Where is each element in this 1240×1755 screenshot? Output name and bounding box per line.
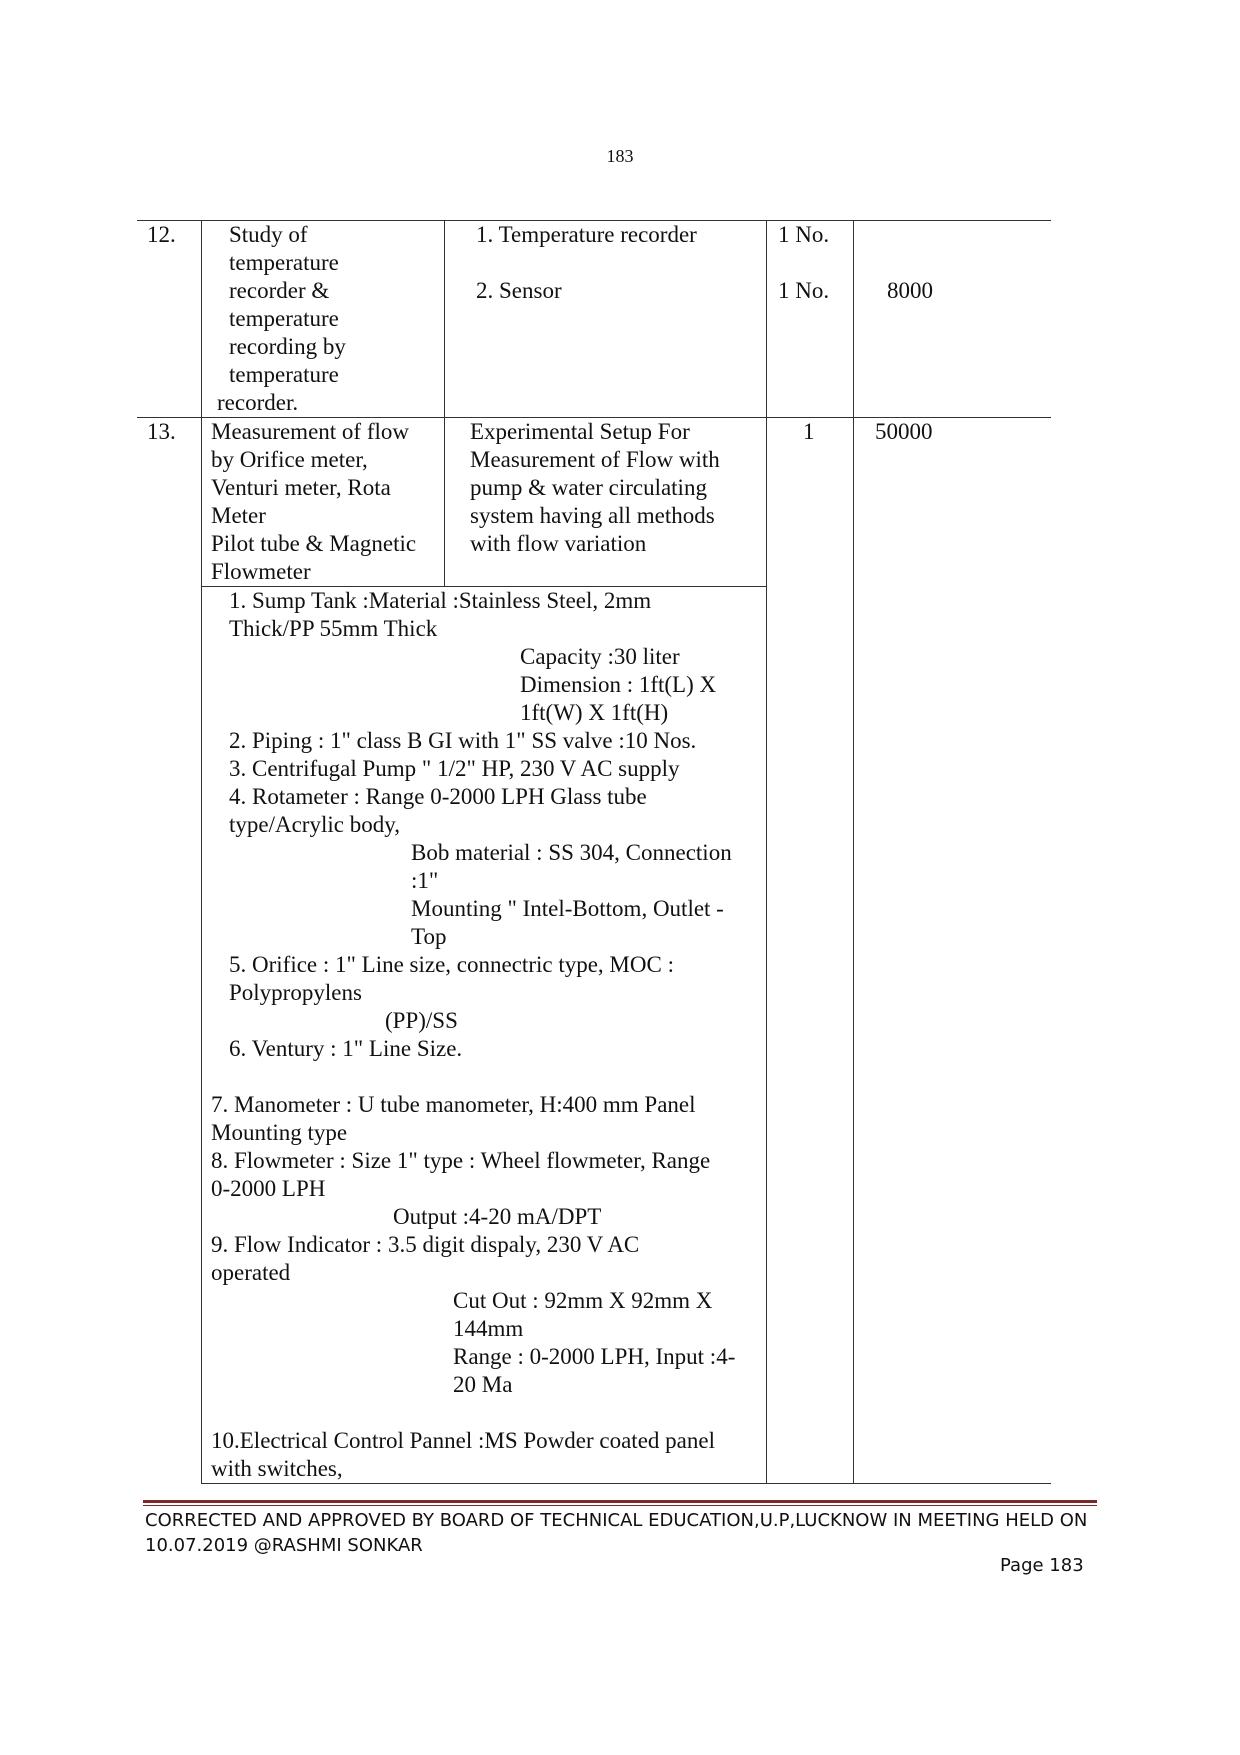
- table-bottom-border: [201, 1483, 1051, 1484]
- footer-line: CORRECTED AND APPROVED BY BOARD OF TECHNICAL EDUCATION,U.P,LUCKNOW IN MEETING HELD ON: [145, 1510, 1088, 1531]
- equipment-line: Measurement of Flow with: [470, 447, 720, 472]
- footer-rule-thin: [143, 1505, 1097, 1506]
- spec-line: type/Acrylic body,: [229, 812, 400, 837]
- experiment-line: Venturi meter, Rota: [211, 475, 391, 500]
- equipment-line: pump & water circulating: [470, 475, 707, 500]
- col-divider-2: [444, 220, 445, 586]
- spec-line: (PP)/SS: [385, 1008, 458, 1033]
- spec-line: 1ft(W) X 1ft(H): [520, 700, 669, 725]
- footer-page-number: Page 183: [1000, 1555, 1084, 1576]
- col-divider-3: [766, 220, 767, 1483]
- quantity: 1 No.: [778, 222, 830, 247]
- page-number-top: 183: [606, 146, 634, 166]
- spec-line: Cut Out : 92mm X 92mm X: [453, 1288, 713, 1313]
- cost: 50000: [875, 419, 933, 444]
- quantity: 1: [803, 419, 815, 444]
- col-divider-4: [853, 220, 854, 1483]
- spec-line: 20 Ma: [453, 1372, 513, 1397]
- experiment-line: temperature: [229, 362, 339, 387]
- footer-rule: [143, 1500, 1097, 1503]
- spec-line: Capacity :30 liter: [520, 644, 680, 669]
- spec-line: 9. Flow Indicator : 3.5 digit dispaly, 230 V AC: [211, 1232, 640, 1257]
- spec-line: 0-2000 LPH: [211, 1176, 326, 1201]
- equipment-item: 1. Temperature recorder: [476, 222, 697, 247]
- spec-line: 144mm: [453, 1316, 524, 1341]
- spec-line: 7. Manometer : U tube manometer, H:400 mm Panel: [211, 1092, 696, 1117]
- spec-line: Output :4-20 mA/DPT: [393, 1204, 602, 1229]
- spec-line: :1": [411, 868, 439, 893]
- spec-line: Dimension : 1ft(L) X: [520, 672, 717, 697]
- spec-line: Thick/PP 55mm Thick: [229, 616, 438, 641]
- spec-line: with switches,: [211, 1456, 343, 1481]
- spec-line: Bob material : SS 304, Connection: [411, 840, 732, 865]
- spec-line: 2. Piping : 1" class B GI with 1" SS valve :10 Nos.: [229, 728, 697, 753]
- quantity: 1 No.: [778, 278, 830, 303]
- spec-line: 1. Sump Tank :Material :Stainless Steel, 2mm: [229, 588, 652, 613]
- experiment-line: temperature: [229, 250, 339, 275]
- spec-line: 4. Rotameter : Range 0-2000 LPH Glass tube: [229, 784, 647, 809]
- spec-line: operated: [211, 1260, 291, 1285]
- experiment-line: recording by: [229, 334, 346, 359]
- equipment-line: with flow variation: [470, 531, 647, 556]
- experiment-line: recorder.: [217, 390, 299, 415]
- equipment-line: Experimental Setup For: [470, 419, 690, 444]
- cost: 8000: [887, 278, 933, 303]
- col-divider-1: [201, 220, 202, 1483]
- experiment-line: Pilot tube & Magnetic: [211, 531, 417, 556]
- experiment-line: Meter: [211, 503, 266, 528]
- experiment-line: temperature: [229, 306, 339, 331]
- spec-line: Top: [411, 924, 447, 949]
- spec-line: 5. Orifice : 1" Line size, connectric type, MOC :: [229, 952, 674, 977]
- equipment-item: 2. Sensor: [476, 278, 562, 303]
- spec-line: Mounting " Intel-Bottom, Outlet -: [411, 896, 724, 921]
- equipment-line: system having all methods: [470, 503, 715, 528]
- experiment-line: by Orifice meter,: [211, 447, 368, 472]
- experiment-line: Study of: [229, 222, 308, 247]
- spec-line: 8. Flowmeter : Size 1" type : Wheel flowmeter, Range: [211, 1148, 711, 1173]
- experiment-line: Measurement of flow: [211, 419, 409, 444]
- spec-line: Polypropylens: [229, 980, 362, 1005]
- footer-approval-text: [145, 1508, 1087, 1558]
- serial-number: 12.: [147, 222, 176, 247]
- footer-line: 10.07.2019 @RASHMI SONKAR: [145, 1535, 423, 1556]
- spec-line: 10.Electrical Control Pannel :MS Powder coated panel: [211, 1428, 715, 1453]
- spec-line: Mounting type: [211, 1120, 348, 1145]
- spec-line: 3. Centrifugal Pump " 1/2" HP, 230 V AC supply: [229, 756, 680, 781]
- serial-number: 13.: [147, 419, 176, 444]
- spec-line: 6. Ventury : 1" Line Size.: [229, 1036, 463, 1061]
- experiment-line: Flowmeter: [211, 559, 311, 584]
- experiment-line: recorder &: [229, 278, 330, 303]
- spec-line: Range : 0-2000 LPH, Input :4-: [453, 1344, 736, 1369]
